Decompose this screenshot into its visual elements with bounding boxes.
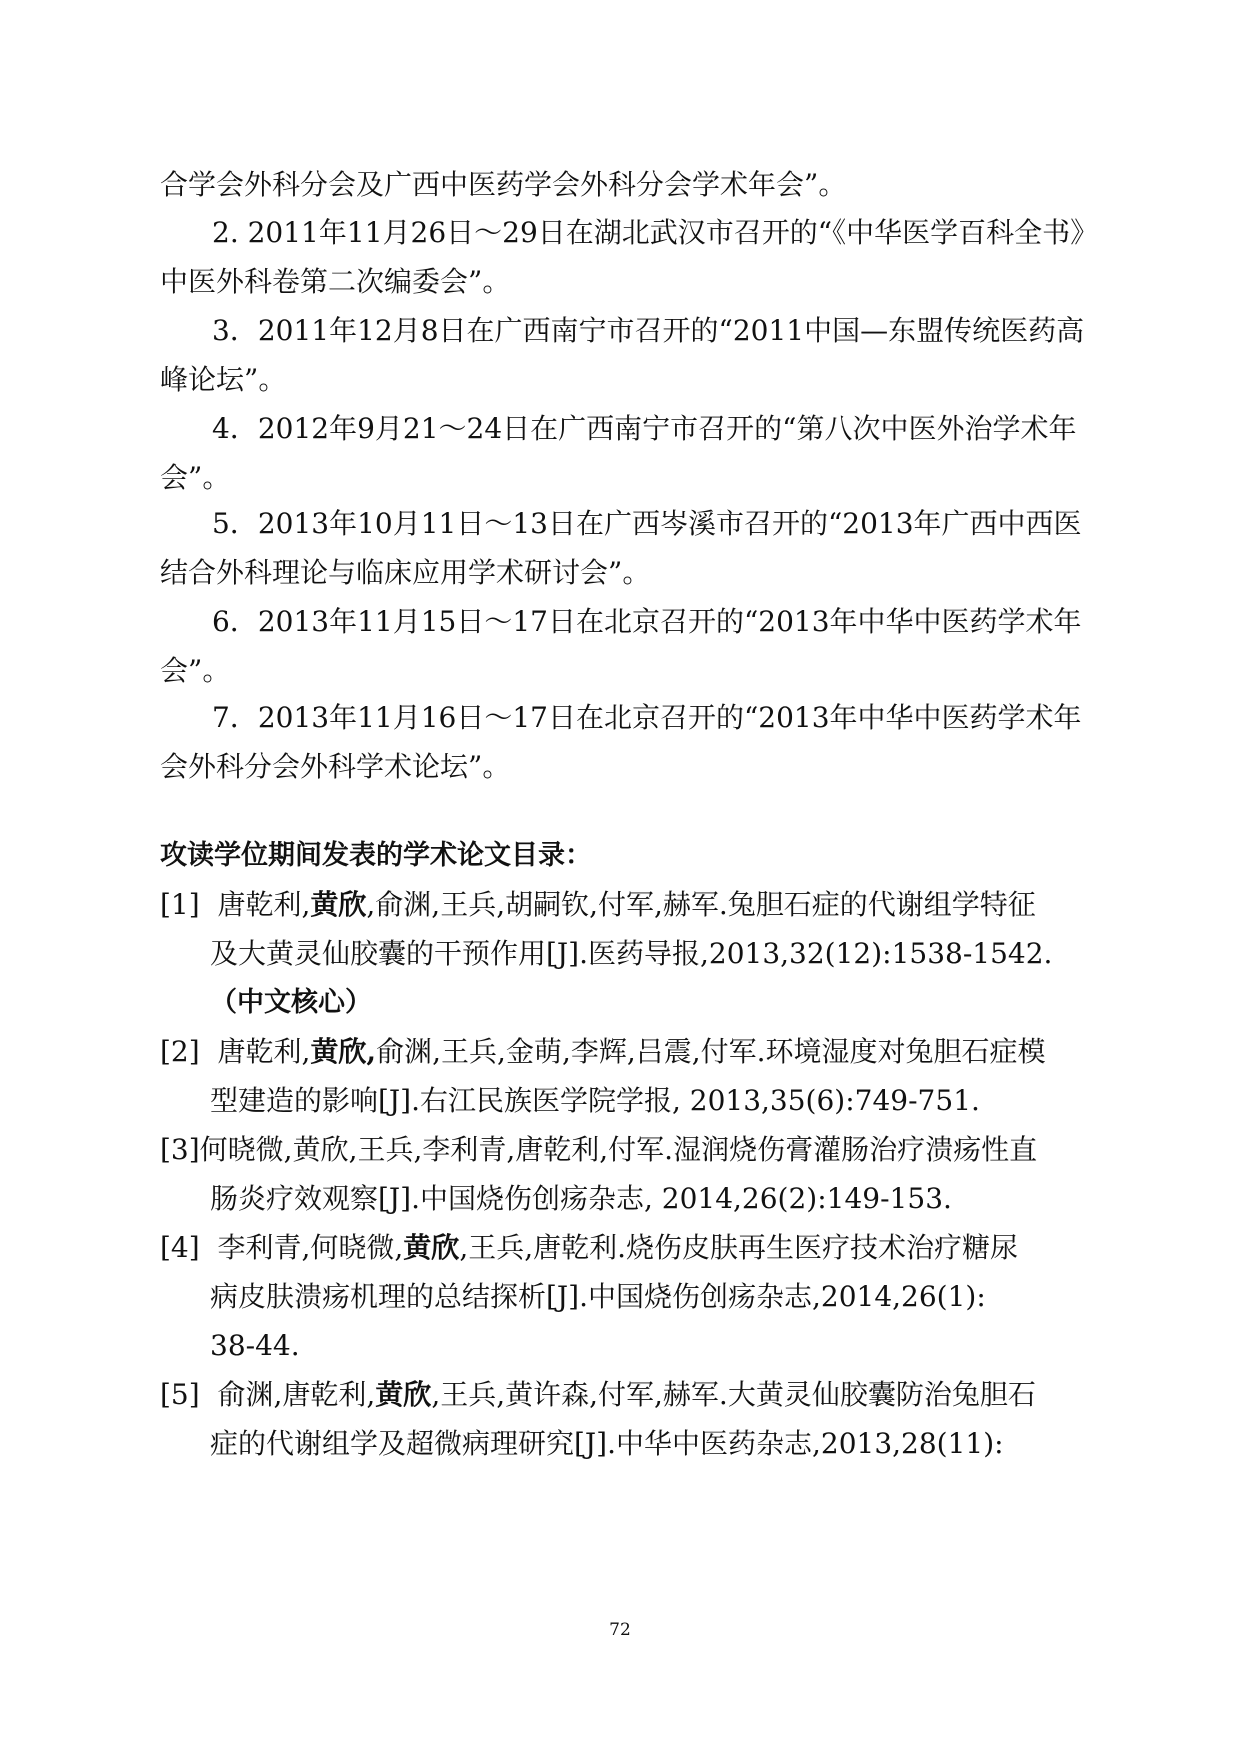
paper-2-line-2: 型建造的影响[J].右江民族医学院学报, 2013,35(6):749-751. bbox=[210, 1084, 980, 1117]
paper-4-line-1 bbox=[160, 1228, 1018, 1268]
paper-2-author-highlight: 黄欣, bbox=[310, 1035, 377, 1068]
conference-item-2-line-1: 2. 2011年11月26日～29日在湖北武汉市召开的“《中华医学百科全书》 bbox=[212, 216, 1099, 249]
paper-5-line-2: 症的代谢组学及超微病理研究[J].中华中医药杂志,2013,28(11): bbox=[210, 1427, 1004, 1460]
conference-item-4-line-1: 4．2012年9月21～24日在广西南宁市召开的“第八次中医外治学术年 bbox=[212, 412, 1077, 445]
conference-item-1-continuation: 合学会外科分会及广西中医药学会外科分会学术年会”。 bbox=[160, 168, 847, 201]
conference-item-6-line-2: 会”。 bbox=[160, 654, 231, 687]
paper-4-number: [4] bbox=[160, 1231, 200, 1264]
paper-5-number: [5] bbox=[160, 1378, 200, 1411]
paper-1-author-highlight: 黄欣 bbox=[310, 888, 367, 921]
paper-2-authors-pre: 唐乾利, bbox=[217, 1035, 311, 1068]
paper-4-author-highlight: 黄欣 bbox=[403, 1231, 460, 1264]
paper-3-line-1: [3]何晓微,黄欣,王兵,李利青,唐乾利,付军.湿润烧伤膏灌肠治疗溃疡性直 bbox=[160, 1133, 1038, 1166]
paper-2-number: [2] bbox=[160, 1035, 200, 1068]
paper-4-line-2: 病皮肤溃疡机理的总结探析[J].中国烧伤创疡杂志,2014,26(1): bbox=[210, 1280, 986, 1313]
conference-item-2-line-2: 中医外科卷第二次编委会”。 bbox=[160, 265, 511, 298]
publications-heading: 攻读学位期间发表的学术论文目录： bbox=[160, 840, 592, 871]
paper-1-authors-pre: 唐乾利, bbox=[217, 888, 311, 921]
paper-2-authors-post: 俞渊,王兵,金萌,李辉,吕震,付军.环境湿度对兔胆石症模 bbox=[376, 1035, 1046, 1068]
paper-1-line-2: 及大黄灵仙胶囊的干预作用[J].医药导报,2013,32(12):1538-1542. bbox=[210, 937, 1053, 970]
conference-item-3-line-1: 3．2011年12月8日在广西南宁市召开的“2011中国—东盟传统医药高 bbox=[212, 314, 1085, 347]
paper-1-line-1 bbox=[160, 885, 1036, 925]
paper-1-number: [1] bbox=[160, 888, 200, 921]
paper-4-authors-pre: 李利青,何晓微, bbox=[217, 1231, 404, 1264]
paper-5-authors-pre: 俞渊,唐乾利, bbox=[217, 1378, 376, 1411]
conference-item-3-line-2: 峰论坛”。 bbox=[160, 363, 287, 396]
conference-item-5-line-2: 结合外科理论与临床应用学术研讨会”。 bbox=[160, 556, 651, 589]
paper-5-author-highlight: 黄欣 bbox=[375, 1378, 432, 1411]
paper-2-line-1 bbox=[160, 1032, 1046, 1072]
conference-item-5-line-1: 5．2013年10月11日～13日在广西岑溪市召开的“2013年广西中西医 bbox=[212, 507, 1082, 540]
paper-4-line-3: 38-44. bbox=[210, 1329, 300, 1362]
paper-1-authors-post: ,俞渊,王兵,胡嗣钦,付军,赫军.兔胆石症的代谢组学特征 bbox=[366, 888, 1036, 921]
paper-4-authors-post: ,王兵,唐乾利.烧伤皮肤再生医疗技术治疗糖尿 bbox=[459, 1231, 1019, 1264]
conference-item-7-line-1: 7．2013年11月16日～17日在北京召开的“2013年中华中医药学术年 bbox=[212, 701, 1082, 734]
conference-item-6-line-1: 6．2013年11月15日～17日在北京召开的“2013年中华中医药学术年 bbox=[212, 605, 1082, 638]
paper-5-line-1 bbox=[160, 1375, 1036, 1415]
conference-item-7-line-2: 会外科分会外科学术论坛”。 bbox=[160, 750, 511, 783]
paper-5-authors-post: ,王兵,黄许森,付军,赫军.大黄灵仙胶囊防治兔胆石 bbox=[431, 1378, 1036, 1411]
paper-3-line-2: 肠炎疗效观察[J].中国烧伤创疡杂志, 2014,26(2):149-153. bbox=[210, 1182, 952, 1215]
paper-1-core-tag: （中文核心） bbox=[210, 987, 372, 1018]
conference-item-4-line-2: 会”。 bbox=[160, 461, 231, 494]
page-number: 72 bbox=[609, 1620, 631, 1640]
